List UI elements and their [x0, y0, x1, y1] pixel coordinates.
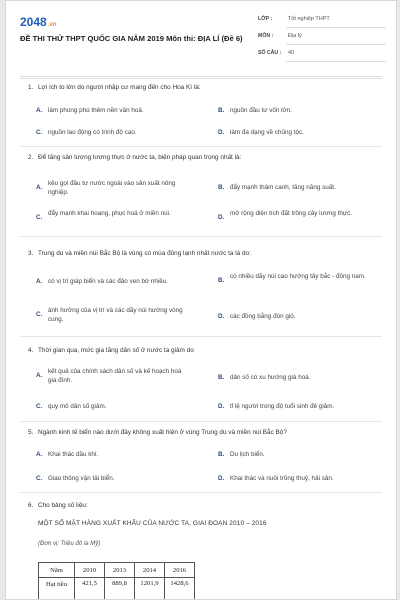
meta-value: Địa lý — [288, 33, 302, 39]
question-stem: Cho bảng số liệu: — [38, 502, 88, 509]
meta-key: LỚP : — [258, 16, 273, 22]
question-number: 2. — [28, 154, 34, 161]
option-letter: A. — [36, 107, 43, 114]
question-divider — [20, 421, 382, 422]
question-3 — [20, 249, 384, 258]
option-text: nguồn lao động có trình độ cao. — [48, 129, 137, 136]
header-divider — [20, 76, 382, 77]
header-divider — [20, 78, 382, 79]
question-divider — [20, 146, 382, 147]
table-header-cell: 2013 — [105, 563, 135, 578]
question-stem: Trung du và miền núi Bắc Bộ là vùng có mùa đông lạnh nhất nước ta là do: — [38, 250, 251, 257]
option-letter: D. — [218, 214, 225, 221]
table-row — [39, 578, 195, 600]
question-2 — [20, 153, 384, 162]
meta-question-count — [258, 48, 386, 63]
option-text: làm đa dạng về chủng tộc. — [230, 129, 304, 136]
question-text — [20, 501, 384, 510]
export-table — [38, 562, 195, 600]
option-letter: A. — [36, 278, 43, 285]
option-letter: A. — [36, 451, 43, 458]
option-text: có nhiều dãy núi cao hướng tây bắc - đông nam. — [230, 273, 366, 280]
option-text: kết quả của chính sách dân số và kế hoạch hoá gia đình. — [48, 368, 182, 384]
question-stem: Để tăng sản lượng lương thực ở nước ta, biện pháp quan trọng nhất là: — [38, 154, 242, 161]
meta-value: 40 — [288, 50, 295, 56]
option-text: làm phong phú thêm nền văn hoá. — [48, 107, 144, 114]
logo-text: 2048 — [20, 15, 47, 29]
question-divider — [20, 336, 382, 337]
question-number: 5. — [28, 429, 34, 436]
question-divider — [20, 236, 382, 237]
table-row-label: Hạt tiêu — [39, 578, 75, 600]
meta-subject — [258, 31, 386, 46]
exam-title: ĐỀ THI THỬ THPT QUỐC GIA NĂM 2019 Môn thi: ĐỊA LÍ (Đề 6) — [20, 34, 243, 43]
question-6 — [20, 501, 384, 510]
option-text: Khai thác dầu khí. — [48, 451, 99, 458]
question-divider — [20, 492, 382, 493]
table-cell: 889,8 — [105, 578, 135, 600]
table-header-cell: 2010 — [75, 563, 105, 578]
question-stem: Lợi ích to lớn do người nhập cư mang đến cho Hoa Kì là: — [38, 84, 201, 91]
question-text — [20, 153, 384, 162]
question-text — [20, 346, 384, 355]
exam-page — [5, 0, 397, 600]
question-number: 6. — [28, 502, 34, 509]
question-1 — [20, 83, 384, 92]
meta-divider — [286, 27, 386, 28]
option-letter: B. — [218, 277, 225, 284]
option-letter: D. — [218, 313, 225, 320]
logo-suffix: .vn — [47, 22, 57, 28]
option-letter: C. — [36, 475, 43, 482]
question-number: 1. — [28, 84, 34, 91]
option-letter: C. — [36, 403, 43, 410]
question-number: 3. — [28, 250, 34, 257]
option-text: nguồn đầu tư vốn lớn. — [230, 107, 292, 114]
option-text: Khai thác và nuôi trồng thuỷ, hải sản. — [230, 475, 334, 482]
question-5 — [20, 428, 384, 437]
option-text: tỉ lệ người trong độ tuổi sinh đẻ giảm. — [230, 403, 335, 410]
table-header-cell: 2016 — [165, 563, 195, 578]
option-text: kêu gọi đầu tư nước ngoài vào sản xuất nông nghiệp. — [48, 180, 176, 196]
table-cell: 421,5 — [75, 578, 105, 600]
option-text: dân số có xu hướng già hoá. — [230, 374, 311, 381]
option-letter: B. — [218, 184, 225, 191]
option-text: các đồng bằng đón gió. — [230, 313, 296, 320]
meta-key: MÔN : — [258, 33, 274, 39]
question-stem: Ngành kinh tế biển nào dưới đây không xuất hiện ở vùng Trung du và miền núi Bắc Bộ? — [38, 429, 287, 436]
option-letter: C. — [36, 214, 43, 221]
meta-divider — [286, 44, 386, 45]
option-text: mở rộng diện tích đất trồng cây lương thực. — [230, 210, 353, 217]
option-letter: C. — [36, 311, 43, 318]
site-logo[interactable] — [20, 15, 56, 29]
option-text: đẩy mạnh thâm canh, tăng năng suất. — [230, 184, 336, 191]
table-header-cell: Năm — [39, 563, 75, 578]
option-letter: D. — [218, 129, 225, 136]
question-text — [20, 428, 384, 437]
option-letter: A. — [36, 372, 43, 379]
meta-class — [258, 14, 386, 29]
question-text — [20, 249, 384, 258]
meta-value: Tốt nghiệp THPT — [288, 16, 330, 22]
option-letter: B. — [218, 107, 225, 114]
option-text: ảnh hưởng của vị trí và các dãy núi hướng vòng cung. — [48, 307, 183, 323]
option-text: đẩy mạnh khai hoang, phục hoá ở miền núi. — [48, 210, 171, 217]
meta-key: SỐ CÂU : — [258, 50, 282, 56]
meta-divider — [286, 61, 386, 62]
option-text: có vị trí giáp biển và các đảo ven bờ nhiều. — [48, 278, 168, 285]
option-letter: B. — [218, 451, 225, 458]
option-text: quy mô dân số giảm. — [48, 403, 107, 410]
option-letter: D. — [218, 475, 225, 482]
table-unit: (Đơn vị: Triệu đô la Mỹ) — [38, 541, 101, 547]
option-text: Du lịch biển. — [230, 451, 265, 458]
exam-header — [6, 1, 396, 65]
table-title: MỘT SỐ MẶT HÀNG XUẤT KHẨU CỦA NƯỚC TA, GIAI ĐOẠN 2010 – 2016 — [38, 520, 267, 527]
option-text: Giao thông vận tải biển. — [48, 475, 115, 482]
question-4 — [20, 346, 384, 355]
table-cell: 1201,9 — [135, 578, 165, 600]
question-text — [20, 83, 384, 92]
option-letter: B. — [218, 374, 225, 381]
option-letter: C. — [36, 129, 43, 136]
question-number: 4. — [28, 347, 34, 354]
option-letter: D. — [218, 403, 225, 410]
table-header-row — [39, 563, 195, 578]
table-header-cell: 2014 — [135, 563, 165, 578]
option-letter: A. — [36, 184, 43, 191]
table-cell: 1428,6 — [165, 578, 195, 600]
question-stem: Thời gian qua, mức gia tăng dân số ở nước ta giảm do — [38, 347, 194, 354]
